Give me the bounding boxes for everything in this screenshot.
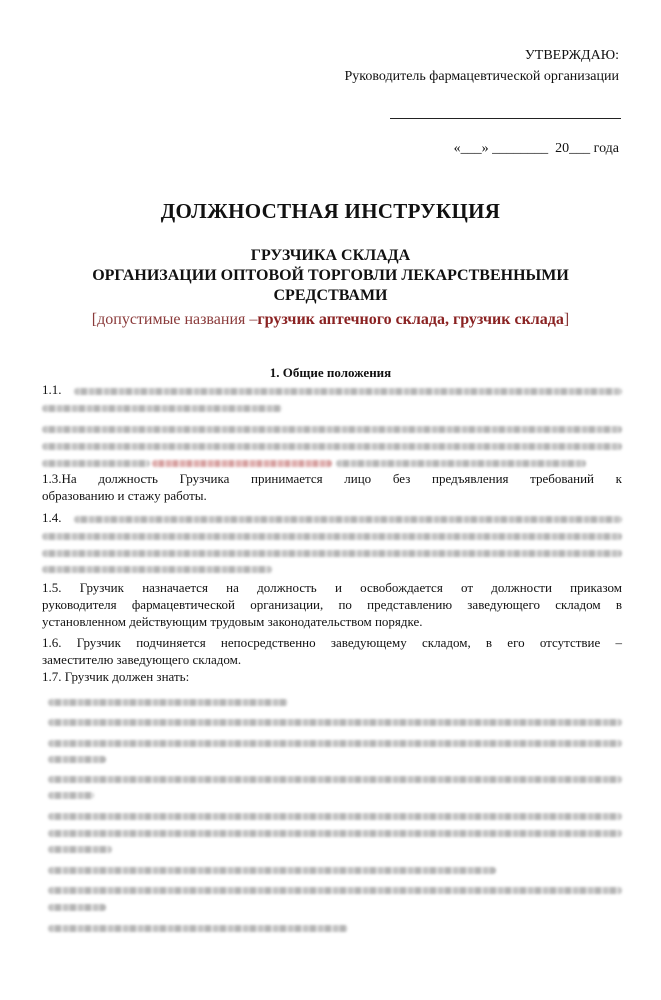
section-heading: 1. Общие положения (269, 365, 392, 380)
document-subtitle-line1: ГРУЗЧИКА СКЛАДА (250, 247, 411, 264)
blurred-text-line (42, 405, 282, 412)
blurred-text-line (42, 566, 272, 573)
paragraph-1-6 (42, 634, 622, 668)
blurred-list-item (48, 904, 106, 911)
blurred-list-item (48, 846, 112, 853)
paragraph-line: руководителя фармацевтической организации, по представлению заведующего складом в (42, 597, 622, 612)
blurred-text-line (42, 460, 150, 467)
alt-names-bold: грузчик аптечного склада, грузчик склада (257, 311, 564, 328)
blurred-list-item (48, 740, 622, 747)
blurred-list-item (48, 813, 622, 820)
blurred-list-item (48, 925, 348, 932)
blurred-text-line (42, 550, 622, 557)
blurred-list-item (48, 830, 622, 837)
document-title: ДОЛЖНОСТНАЯ ИНСТРУКЦИЯ (160, 199, 501, 223)
alt-names-open: [допустимые названия – (91, 311, 258, 328)
blurred-highlight-line (152, 460, 332, 467)
blurred-list-item (48, 719, 622, 726)
blurred-text-line (42, 533, 622, 540)
signature-line (390, 118, 621, 119)
paragraph-line: 1.6. Грузчик подчиняется непосредственно заведующему складом, в его отсутствие – (42, 635, 622, 650)
blurred-list-item (48, 699, 288, 706)
blurred-text-line (74, 388, 622, 395)
blurred-text-line (74, 516, 622, 523)
paragraph-line: 1.5. Грузчик назначается на должность и освобождается от должности приказом (42, 580, 622, 595)
paragraph-1-7 (42, 668, 622, 685)
paragraph-1-3 (42, 470, 622, 504)
blurred-list-item (48, 756, 106, 763)
paragraph-line: заместителю заведующего складом. (42, 652, 242, 667)
blurred-list-item (48, 867, 496, 874)
paragraph-number-1-4: 1.4. (42, 510, 62, 525)
approval-date: «___» ________ 20___ года (453, 141, 619, 156)
blurred-list-item (48, 887, 622, 894)
paragraph-1-5 (42, 579, 622, 630)
blurred-text-line (336, 460, 586, 467)
alternative-names (0, 311, 661, 329)
approval-role: Руководитель фармацевтической организации (344, 69, 619, 84)
paragraph-line: образованию и стажу работы. (42, 488, 207, 503)
paragraph-line: установленном действующим трудовым законодательством порядке. (42, 614, 423, 629)
paragraph-line: 1.7. Грузчик должен знать: (42, 669, 190, 684)
document-subtitle-line2: ОРГАНИЗАЦИИ ОПТОВОЙ ТОРГОВЛИ ЛЕКАРСТВЕННЫМИ (92, 267, 569, 284)
document-subtitle-line3: СРЕДСТВАМИ (273, 287, 388, 304)
paragraph-line: 1.3.На должность Грузчика принимается лицо без предъявления требований к (42, 471, 622, 486)
blurred-text-line (42, 426, 622, 433)
blurred-text-line (42, 443, 622, 450)
paragraph-number-1-1: 1.1. (42, 382, 62, 397)
blurred-list-item (48, 776, 622, 783)
approval-title: УТВЕРЖДАЮ: (524, 48, 619, 63)
alt-names-close: ] (563, 311, 570, 328)
blurred-list-item (48, 792, 94, 799)
